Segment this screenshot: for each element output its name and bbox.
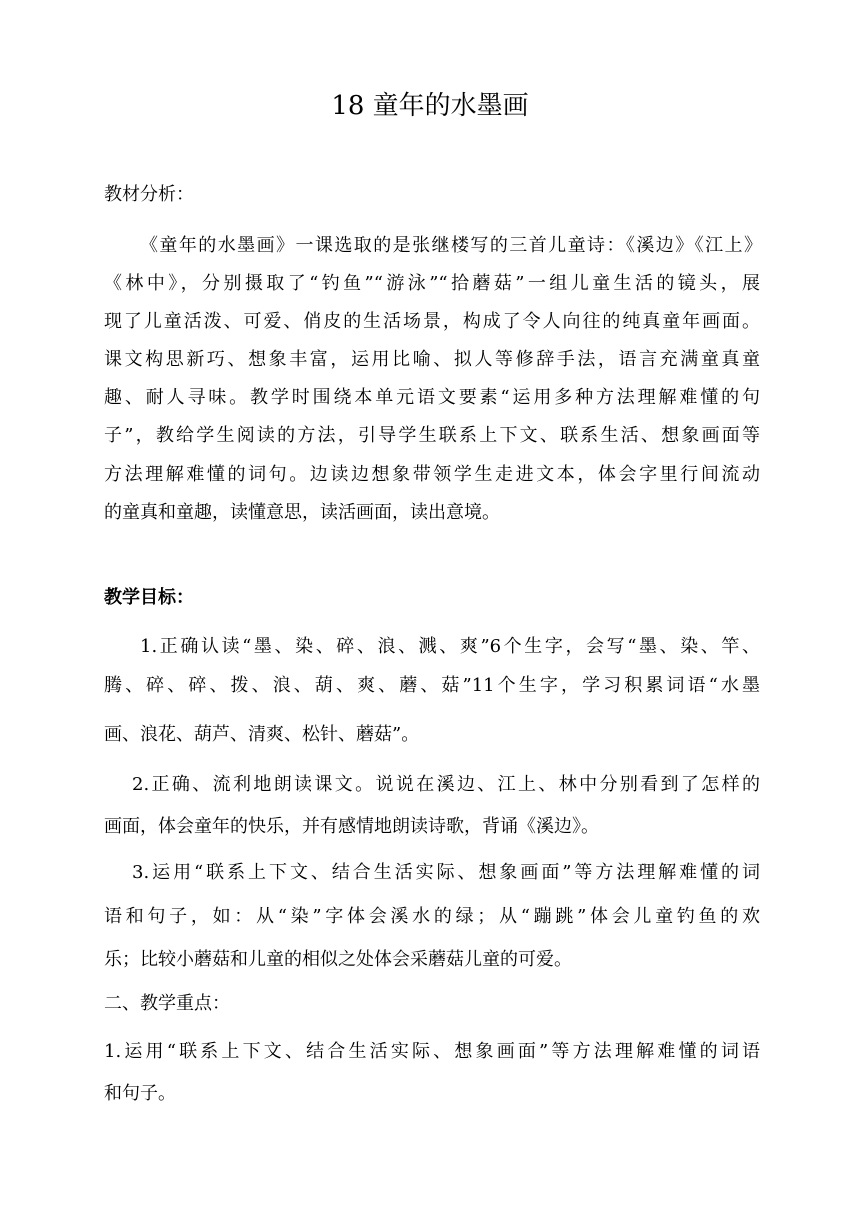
goal-line: 乐；比较小蘑菇和儿童的相似之处体会采蘑菇儿童的可爱。 <box>104 949 572 970</box>
goal-line: 画、浪花、葫芦、清爽、松针、蘑菇”。 <box>104 724 420 745</box>
analysis-line: 《林中》，分别摄取了“钓鱼”“游泳”“拾蘑菇”一组儿童生活的镜头，展 <box>104 273 760 294</box>
goal-line: 语和句子，如：从“染”字体会溪水的绿；从“蹦跳”体会儿童钓鱼的欢 <box>104 906 760 927</box>
page-title: 18 童年的水墨画 <box>331 91 529 121</box>
analysis-line: 《童年的水墨画》一课选取的是张继楼写的三首儿童诗：《溪边》《江上》 <box>140 235 762 256</box>
analysis-line: 方法理解难懂的词句。边读边想象带领学生走进文本，体会字里行间流动 <box>104 464 760 485</box>
section-heading-analysis: 教材分析： <box>104 184 194 205</box>
goal-line: 2.正确、流利地朗读课文。说说在溪边、江上、林中分别看到了怎样的 <box>132 774 760 795</box>
key-line: 1.运用“联系上下文、结合生活实际、想象画面”等方法理解难懂的词语 <box>104 1041 760 1062</box>
analysis-line: 课文构思新巧、想象丰富，运用比喻、拟人等修辞手法，语言充满童真童 <box>104 349 760 370</box>
goal-line: 3.运用“联系上下文、结合生活实际、想象画面”等方法理解难懂的词 <box>132 862 760 883</box>
section-heading-key: 二、教学重点： <box>104 993 230 1014</box>
key-line: 和句子。 <box>104 1083 176 1104</box>
analysis-line: 趣、耐人寻味。教学时围绕本单元语文要素“运用多种方法理解难懂的句 <box>104 387 760 408</box>
section-heading-goals: 教学目标： <box>104 587 194 608</box>
goal-line: 画面，体会童年的快乐，并有感情地朗读诗歌，背诵《溪边》。 <box>104 816 599 837</box>
analysis-line: 现了儿童活泼、可爱、俏皮的生活场景，构成了令人向往的纯真童年画面。 <box>104 311 760 332</box>
analysis-line: 子”，教给学生阅读的方法，引导学生联系上下文、联系生活、想象画面等 <box>104 425 760 446</box>
analysis-line: 的童真和童趣，读懂意思，读活画面，读出意境。 <box>104 502 500 523</box>
goal-line: 1.正确认读“墨、染、碎、浪、溅、爽”6个生字，会写“墨、染、竿、 <box>140 636 760 657</box>
goal-line: 腾、碎、碎、拨、浪、葫、爽、蘑、菇”11个生字，学习积累词语“水墨 <box>104 675 760 696</box>
